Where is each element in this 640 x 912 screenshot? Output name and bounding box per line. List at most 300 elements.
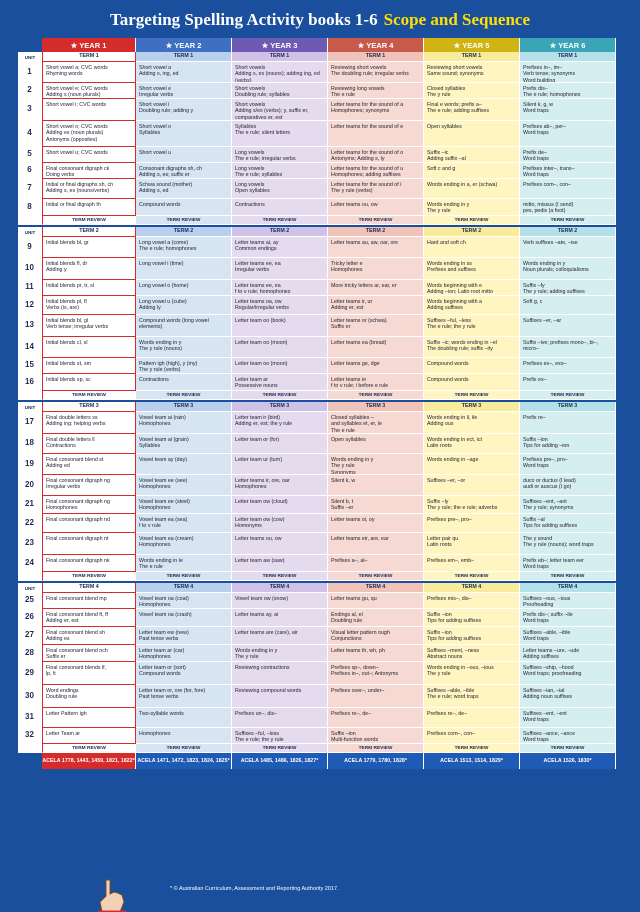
term-review: TERM REVIEW bbox=[328, 744, 424, 753]
unit-cell: Final consonant digraph nt bbox=[42, 533, 136, 555]
unit-cell: Prefixes com–, con– bbox=[520, 179, 616, 199]
unit-cell: Letter team aw (saw) bbox=[232, 555, 328, 572]
unit-cell: Long vowel i (time) bbox=[136, 258, 232, 280]
review-blank bbox=[18, 216, 42, 225]
unit-number: 16 bbox=[18, 374, 42, 391]
unit-cell: The y sound The y rule (nouns); word traps bbox=[520, 533, 616, 555]
unit-number: 4 bbox=[18, 121, 42, 147]
unit-row bbox=[18, 83, 616, 99]
unit-cell: Endings al, el Doubling rule bbox=[328, 609, 424, 627]
unit-number: 25 bbox=[18, 593, 42, 609]
unit-row bbox=[18, 258, 616, 280]
unit-cell: Letter teams for the sound of o Antonyms; Adding s, ly bbox=[328, 147, 424, 163]
unit-row bbox=[18, 593, 616, 609]
unit-cell: Short vowels Doubling rule; syllables bbox=[232, 83, 328, 99]
unit-cell: Suffix –ion Tips for adding suffixes bbox=[424, 627, 520, 645]
term-review: TERM REVIEW bbox=[136, 391, 232, 400]
unit-cell: Suffix –ive; prefixes mono–, bi–, micro– bbox=[520, 337, 616, 358]
unit-cell: Letter teams ay, ai bbox=[232, 609, 328, 627]
unit-row bbox=[18, 99, 616, 121]
unit-cell: Suffix –fy The y rule; adding suffixes bbox=[520, 280, 616, 296]
unit-cell: Letter teams ge, dge bbox=[328, 358, 424, 374]
term-review: TERM REVIEW bbox=[232, 216, 328, 225]
unit-row bbox=[18, 434, 616, 454]
unit-cell: Letter teams ea (bread) bbox=[328, 337, 424, 358]
unit-cell: Short vowels Adding s, es (nouns); adding ing, ed (verbs) bbox=[232, 62, 328, 83]
unit-cell: Words ending in il, ile Adding ous bbox=[424, 412, 520, 434]
acela-codes: ACELA 1485, 1486, 1826, 1827* bbox=[232, 753, 328, 769]
unit-cell: Suffix –al Tips for adding suffixes bbox=[520, 514, 616, 533]
term-header-row bbox=[18, 402, 616, 412]
unit-number: 11 bbox=[18, 280, 42, 296]
unit-cell: Suffixes –ent, –ent Word traps bbox=[520, 708, 616, 728]
term-review: TERM REVIEW bbox=[424, 391, 520, 400]
term-review: TERM REVIEW bbox=[136, 572, 232, 581]
term-header: TERM 2 bbox=[520, 227, 616, 237]
unit-cell: Letter teams for the sound of e bbox=[328, 121, 424, 147]
unit-cell: Letter teams ee, ea f to v rule; homophones bbox=[232, 280, 328, 296]
unit-cell: Letter team oo (moon) bbox=[232, 358, 328, 374]
unit-cell: Word endings Doubling rule bbox=[42, 685, 136, 708]
unit-cell: Reviewing long vowels The e rule bbox=[328, 83, 424, 99]
unit-cell: Final consonant digraph ng Irregular verbs bbox=[42, 475, 136, 496]
year-header: ★ YEAR 3 bbox=[232, 38, 328, 52]
unit-cell: Letter teams ie f to v rule; i before e rule bbox=[328, 374, 424, 391]
unit-row bbox=[18, 496, 616, 514]
title-main: Targeting Spelling Activity books 1-6 bbox=[109, 10, 378, 29]
unit-cell: Consonant digraphs sh, ch Adding s, es; suffix er bbox=[136, 163, 232, 179]
unit-cell: Soft g, c bbox=[520, 296, 616, 315]
unit-cell: Letter teams th, wh, ph bbox=[328, 645, 424, 662]
scope-grid bbox=[18, 38, 616, 769]
term-review: TERM REVIEW bbox=[42, 572, 136, 581]
unit-row bbox=[18, 514, 616, 533]
unit-cell: Letter teams are (care), air bbox=[232, 627, 328, 645]
unit-cell: Prefixes re–, de– bbox=[328, 708, 424, 728]
term-review: TERM REVIEW bbox=[520, 572, 616, 581]
unit-number: 27 bbox=[18, 627, 42, 645]
unit-cell: Prefixes ab–, per– Word traps bbox=[520, 121, 616, 147]
term-review: TERM REVIEW bbox=[136, 216, 232, 225]
unit-cell: Prefixes inter–, trans– Word traps bbox=[520, 163, 616, 179]
unit-cell: Short vowel i; CVC words bbox=[42, 99, 136, 121]
unit-cell: Suffixes –ous, –ious Proofreading bbox=[520, 593, 616, 609]
unit-row bbox=[18, 374, 616, 391]
unit-row bbox=[18, 412, 616, 434]
unit-row bbox=[18, 62, 616, 83]
unit-cell: Words ending in y Noun plurals; colloquialisms bbox=[520, 258, 616, 280]
unit-cell: Prefixes a–, al– bbox=[328, 555, 424, 572]
copyright-footer: * © Australian Curriculum, Assessment and Reporting Authority 2017. bbox=[170, 886, 339, 892]
unit-cell: Initial blends cl, sl bbox=[42, 337, 136, 358]
unit-row bbox=[18, 147, 616, 163]
unit-cell: Compound words bbox=[136, 199, 232, 216]
unit-number: 3 bbox=[18, 99, 42, 121]
unit-row bbox=[18, 662, 616, 685]
term-review: TERM REVIEW bbox=[520, 744, 616, 753]
unit-cell: Letter team or (sort) Compound words bbox=[136, 662, 232, 685]
unit-cell: Vowel team oa (crash) bbox=[136, 609, 232, 627]
unit-cell: Words ending in a, er (schwa) bbox=[424, 179, 520, 199]
term-header: TERM 1 bbox=[424, 52, 520, 62]
unit-number: 8 bbox=[18, 199, 42, 216]
unit-cell: Initial blends fl, dr Adding y bbox=[42, 258, 136, 280]
unit-cell: Silent k, g, w Word traps bbox=[520, 99, 616, 121]
unit-cell: Words ending in ss Prefixes and suffixes bbox=[424, 258, 520, 280]
unit-number: 2 bbox=[18, 83, 42, 99]
year-header: ★ YEAR 2 bbox=[136, 38, 232, 52]
term-header: TERM 3 bbox=[42, 402, 136, 412]
unit-cell: Letter team oo (moon) bbox=[232, 337, 328, 358]
unit-cell: Letter teams ir, ur Adding er, est bbox=[328, 296, 424, 315]
unit-cell: Final consonant blend nch Suffix er bbox=[42, 645, 136, 662]
unit-cell: Final consonant blend st Adding ed bbox=[42, 454, 136, 475]
unit-cell: Letter teams ir, ore, oar Homophones bbox=[232, 475, 328, 496]
unit-row bbox=[18, 296, 616, 315]
unit-cell: Suffix –ic Adding suffix –al bbox=[424, 147, 520, 163]
unit-cell: Contractions bbox=[232, 199, 328, 216]
term-review: TERM REVIEW bbox=[328, 216, 424, 225]
unit-cell: Long vowels The e rule; irregular verbs bbox=[232, 147, 328, 163]
unit-row bbox=[18, 555, 616, 572]
unit-row bbox=[18, 627, 616, 645]
term-header-row bbox=[18, 227, 616, 237]
unit-cell: Prefixes pre–, pro– Word traps bbox=[520, 454, 616, 475]
unit-cell: Prefixes sp–, down– Prefixes in–, out–; Antonyms bbox=[328, 662, 424, 685]
unit-number: 17 bbox=[18, 412, 42, 434]
term-header: TERM 2 bbox=[328, 227, 424, 237]
unit-cell: Homophones bbox=[136, 728, 232, 744]
unit-cell: Initial blends bl, gl Verb tense; irregular verbs bbox=[42, 315, 136, 337]
unit-row bbox=[18, 533, 616, 555]
year-header: ★ YEAR 4 bbox=[328, 38, 424, 52]
unit-number: 6 bbox=[18, 163, 42, 179]
unit-cell: Soft c and g bbox=[424, 163, 520, 179]
unit-cell: Letter team ur (turn) bbox=[232, 454, 328, 475]
unit-label: UNIT bbox=[18, 583, 42, 593]
unit-cell: Letter teams ou, ow bbox=[232, 533, 328, 555]
unit-number: 21 bbox=[18, 496, 42, 514]
unit-cell: Letter teams ou, ow bbox=[328, 199, 424, 216]
unit-cell: Prefix re– bbox=[520, 412, 616, 434]
unit-row bbox=[18, 454, 616, 475]
unit-cell: Final e words; prefix a– The e rule; adding suffixes bbox=[424, 99, 520, 121]
unit-cell: Letter teams oi, oy bbox=[328, 514, 424, 533]
unit-number: 13 bbox=[18, 315, 42, 337]
term-review: TERM REVIEW bbox=[520, 391, 616, 400]
unit-cell: Letter teams for the sound of u Homophones; adding suffixes bbox=[328, 163, 424, 179]
unit-cell: Letter teams ai, ay Common endings bbox=[232, 237, 328, 258]
unit-cell: Prefix dis–; suffix –ile Word traps bbox=[520, 609, 616, 627]
unit-number: 22 bbox=[18, 514, 42, 533]
unit-row bbox=[18, 728, 616, 744]
unit-row bbox=[18, 199, 616, 216]
unit-cell: Closed syllables – and syllables et, er, le The e rule bbox=[328, 412, 424, 434]
unit-cell: Suffixes –able, –ible Word traps bbox=[520, 627, 616, 645]
term-header: TERM 3 bbox=[520, 402, 616, 412]
unit-cell: Vowel team ea (cream) Homophones bbox=[136, 533, 232, 555]
unit-number: 5 bbox=[18, 147, 42, 163]
unit-cell: Words ending in y The y rule bbox=[424, 199, 520, 216]
acela-codes: ACELA 1471, 1472, 1823, 1824, 1825* bbox=[136, 753, 232, 769]
unit-cell: Letter team ar (car) Homophones bbox=[136, 645, 232, 662]
unit-cell: Closed syllables The y rule bbox=[424, 83, 520, 99]
unit-cell: Final consonant digraph nd bbox=[42, 514, 136, 533]
term-header: TERM 4 bbox=[424, 583, 520, 593]
unit-cell: Letter team ew (new) Past tense verbs bbox=[136, 627, 232, 645]
unit-number: 24 bbox=[18, 555, 42, 572]
unit-label: UNIT bbox=[18, 402, 42, 412]
unit-cell: Letter teams –ure, –ude Adding suffixes bbox=[520, 645, 616, 662]
unit-cell: Initial blends bl, gr bbox=[42, 237, 136, 258]
unit-number: 26 bbox=[18, 609, 42, 627]
term-header: TERM 4 bbox=[232, 583, 328, 593]
term-review-row bbox=[18, 216, 616, 225]
unit-cell: Short vowel a Adding s, ing, ed bbox=[136, 62, 232, 83]
unit-cell: Two-syllable words bbox=[136, 708, 232, 728]
unit-cell: Schwa sound (mother) Adding s, ed bbox=[136, 179, 232, 199]
unit-number: 23 bbox=[18, 533, 42, 555]
unit-cell: Silent k, w bbox=[328, 475, 424, 496]
unit-cell: Letter team ar Possessive nouns bbox=[232, 374, 328, 391]
unit-cell: Letter team ow (cloud) bbox=[232, 496, 328, 514]
unit-row bbox=[18, 358, 616, 374]
unit-cell: Suffixes –er, –or bbox=[424, 475, 520, 496]
unit-number: 32 bbox=[18, 728, 42, 744]
unit-cell: Words ending in ect, ict Latin roots bbox=[424, 434, 520, 454]
unit-cell: Suffixes –er, –ar bbox=[520, 315, 616, 337]
term-header: TERM 3 bbox=[424, 402, 520, 412]
term-header: TERM 1 bbox=[232, 52, 328, 62]
unit-cell: Initial blends pr, tr, sl bbox=[42, 280, 136, 296]
term-header: TERM 3 bbox=[232, 402, 328, 412]
unit-cell: More tricky letters ar, ear, er bbox=[328, 280, 424, 296]
unit-number: 20 bbox=[18, 475, 42, 496]
unit-cell: Prefixes un–, dis– bbox=[232, 708, 328, 728]
unit-cell: Words ending in –ous, –ious The y rule bbox=[424, 662, 520, 685]
pointing-hand-icon bbox=[92, 872, 132, 912]
unit-cell: Letter teams oa, ow Regular/irregular verbs bbox=[232, 296, 328, 315]
unit-row bbox=[18, 315, 616, 337]
unit-cell: Open syllables bbox=[328, 434, 424, 454]
unit-cell: Reviewing compound words bbox=[232, 685, 328, 708]
year-header: ★ YEAR 5 bbox=[424, 38, 520, 52]
term-header: TERM 3 bbox=[136, 402, 232, 412]
term-review: TERM REVIEW bbox=[328, 572, 424, 581]
term-review: TERM REVIEW bbox=[42, 391, 136, 400]
unit-cell: Silent b, t Suffix –er bbox=[328, 496, 424, 514]
unit-cell: Prefix ex– bbox=[520, 374, 616, 391]
unit-cell: Reviewing short vowels The doubling rule; irregular verbs bbox=[328, 62, 424, 83]
unit-cell: Long vowel o (home) bbox=[136, 280, 232, 296]
unit-number: 18 bbox=[18, 434, 42, 454]
unit-cell: Suffixes –ship, –hood Word traps; proofreading bbox=[520, 662, 616, 685]
unit-cell: Final consonant blends lf, lp, lt bbox=[42, 662, 136, 685]
unit-cell: Letter Team ar bbox=[42, 728, 136, 744]
term-review: TERM REVIEW bbox=[232, 391, 328, 400]
unit-row bbox=[18, 179, 616, 199]
unit-cell: Letter teams au, aw, oar, ore bbox=[328, 237, 424, 258]
unit-cell: Prefixes pre–, pro– bbox=[424, 514, 520, 533]
acela-codes: ACELA 1778, 1443, 1459, 1821, 1822* bbox=[42, 753, 136, 769]
term-header: TERM 4 bbox=[136, 583, 232, 593]
unit-cell: Vowel team ay (day) bbox=[136, 454, 232, 475]
unit-cell: Prefix de– Word traps bbox=[520, 147, 616, 163]
unit-cell: Suffixes –ian, –ial Adding noun suffixes bbox=[520, 685, 616, 708]
unit-cell: Words ending in le The e rule bbox=[136, 555, 232, 572]
unit-cell: Suffix –ion Tips for adding suffixes bbox=[424, 609, 520, 627]
year-header-row bbox=[18, 38, 616, 52]
unit-cell: Final consonant digraph nk bbox=[42, 555, 136, 572]
unit-cell: Short vowel e Irregular verbs bbox=[136, 83, 232, 99]
unit-label: UNIT bbox=[18, 227, 42, 237]
unit-cell: Letter teams ee, ea Irregular verbs bbox=[232, 258, 328, 280]
unit-cell: Suffix –ion Multi-function words bbox=[328, 728, 424, 744]
unit-cell: Tricky letter e Homophones bbox=[328, 258, 424, 280]
term-header: TERM 2 bbox=[232, 227, 328, 237]
unit-cell: Final consonant blend sh Adding es bbox=[42, 627, 136, 645]
header-corner bbox=[18, 38, 42, 52]
unit-cell: Short vowels Adding s/es (verbs); y, suffix er, comparatives er, est bbox=[232, 99, 328, 121]
unit-cell: Suffixes –ful, –less The e rule; the y rule bbox=[424, 315, 520, 337]
unit-cell: Syllables The e rule; silent letters bbox=[232, 121, 328, 147]
unit-number: 29 bbox=[18, 662, 42, 685]
unit-number: 10 bbox=[18, 258, 42, 280]
term-header: TERM 1 bbox=[520, 52, 616, 62]
unit-cell: Suffixes –ful, –less The e rule; the y rule bbox=[232, 728, 328, 744]
unit-cell: Suffixes –able, –ible The e rule; word traps bbox=[424, 685, 520, 708]
term-header-row bbox=[18, 52, 616, 62]
unit-row bbox=[18, 163, 616, 179]
unit-cell: Vowel team ai (rain) Homophones bbox=[136, 412, 232, 434]
acela-row bbox=[18, 753, 616, 769]
unit-row bbox=[18, 708, 616, 728]
unit-cell: Compound words (long vowel elements) bbox=[136, 315, 232, 337]
unit-row bbox=[18, 280, 616, 296]
unit-row bbox=[18, 237, 616, 258]
unit-cell: Verb suffixes –ate, –ise bbox=[520, 237, 616, 258]
unit-cell: Letter team ir (bird) Adding er, est; the y rule bbox=[232, 412, 328, 434]
term-header: TERM 1 bbox=[136, 52, 232, 62]
title-sub: Scope and Sequence bbox=[383, 10, 531, 29]
unit-cell: Letter team or, ore (for, fore) Past tense verbs bbox=[136, 685, 232, 708]
unit-cell: Prefixes re–, de– bbox=[424, 708, 520, 728]
unit-cell: Letter teams for the sound of i The y rule (verbs) bbox=[328, 179, 424, 199]
unit-cell: Words ending in y The y rule (nouns) bbox=[136, 337, 232, 358]
unit-cell: Letter teams eir, are, ear bbox=[328, 533, 424, 555]
unit-row bbox=[18, 337, 616, 358]
unit-number: 19 bbox=[18, 454, 42, 475]
unit-cell: Letter teams gu, qu bbox=[328, 593, 424, 609]
term-header: TERM 1 bbox=[42, 52, 136, 62]
unit-cell: Letter teams or (schwa) Suffix er bbox=[328, 315, 424, 337]
unit-cell: Letter pair qu Latin roots bbox=[424, 533, 520, 555]
unit-cell: Hard and soft ch bbox=[424, 237, 520, 258]
unit-cell: Initial or final digraphs sh, ch Adding s, es (nouns/verbs) bbox=[42, 179, 136, 199]
unit-cell: Reviewing contractions bbox=[232, 662, 328, 685]
unit-cell: Words ending in y The y rule Synonyms bbox=[328, 454, 424, 475]
unit-cell: Short vowel i Doubling rule; adding y bbox=[136, 99, 232, 121]
unit-cell: Final double letters ll Contractions bbox=[42, 434, 136, 454]
unit-number: 31 bbox=[18, 708, 42, 728]
term-header-row bbox=[18, 583, 616, 593]
unit-cell: Short vowel u bbox=[136, 147, 232, 163]
unit-cell: mitto, missus (I send) pes, pedis (a foot) bbox=[520, 199, 616, 216]
unit-cell: Prefix eb–; letter team eer Word traps bbox=[520, 555, 616, 572]
term-review: TERM REVIEW bbox=[424, 572, 520, 581]
unit-cell: Vowel team ai (grain) Syllables bbox=[136, 434, 232, 454]
term-review-row bbox=[18, 744, 616, 753]
unit-cell: Letter team or (for) bbox=[232, 434, 328, 454]
unit-number: 30 bbox=[18, 685, 42, 708]
unit-cell: Prefixes ex–, exo– bbox=[520, 358, 616, 374]
term-review: TERM REVIEW bbox=[424, 744, 520, 753]
unit-cell: Long vowels The e rule; syllables bbox=[232, 163, 328, 179]
term-review: TERM REVIEW bbox=[42, 744, 136, 753]
acela-blank bbox=[18, 753, 42, 769]
unit-label: UNIT bbox=[18, 52, 42, 62]
unit-cell: Short vowel e; CVC words Adding s (noun plurals) bbox=[42, 83, 136, 99]
term-review: TERM REVIEW bbox=[42, 216, 136, 225]
unit-number: 12 bbox=[18, 296, 42, 315]
unit-cell: Letter Pattern igh bbox=[42, 708, 136, 728]
unit-cell: Suffix –ion Tips for adding –ion bbox=[520, 434, 616, 454]
unit-cell: Compound words bbox=[424, 358, 520, 374]
term-header: TERM 2 bbox=[42, 227, 136, 237]
unit-cell: Prefixes com–, con– bbox=[424, 728, 520, 744]
unit-cell: Long vowel u (cube) Adding ly bbox=[136, 296, 232, 315]
unit-cell: Initial blends st, sm bbox=[42, 358, 136, 374]
unit-cell: Suffixes –ment, –ness Abstract nouns bbox=[424, 645, 520, 662]
unit-row bbox=[18, 121, 616, 147]
term-header: TERM 4 bbox=[520, 583, 616, 593]
unit-cell: Suffix –ly The y rule; the e rule; adverbs bbox=[424, 496, 520, 514]
term-review-row bbox=[18, 391, 616, 400]
unit-cell: Words ending in –age bbox=[424, 454, 520, 475]
review-blank bbox=[18, 572, 42, 581]
unit-cell: duco or ductus (I lead) audi or auscus (I go) bbox=[520, 475, 616, 496]
unit-cell: Vowel team ea (sea) f to v rule bbox=[136, 514, 232, 533]
unit-cell: Contractions bbox=[136, 374, 232, 391]
term-review: TERM REVIEW bbox=[520, 216, 616, 225]
unit-cell: Long vowel a (come) The e rule; homophones bbox=[136, 237, 232, 258]
term-review: TERM REVIEW bbox=[232, 744, 328, 753]
unit-row bbox=[18, 685, 616, 708]
unit-number: 9 bbox=[18, 237, 42, 258]
term-header: TERM 2 bbox=[424, 227, 520, 237]
term-header: TERM 4 bbox=[42, 583, 136, 593]
term-review-row bbox=[18, 572, 616, 581]
unit-cell: Prefixes over–, under– bbox=[328, 685, 424, 708]
unit-cell: Visual letter pattern ough Conjunctions bbox=[328, 627, 424, 645]
unit-cell: Final consonant digraph ng Homophones bbox=[42, 496, 136, 514]
acela-codes: ACELA 1779, 1780, 1828* bbox=[328, 753, 424, 769]
term-review: TERM REVIEW bbox=[424, 216, 520, 225]
unit-row bbox=[18, 609, 616, 627]
unit-cell: Reviewing short vowels Same sound; synonyms bbox=[424, 62, 520, 83]
term-header: TERM 1 bbox=[328, 52, 424, 62]
unit-cell: Vowel team ow (snow) bbox=[232, 593, 328, 609]
unit-cell: Vowel team ee (steel) Homophones bbox=[136, 496, 232, 514]
term-review: TERM REVIEW bbox=[232, 572, 328, 581]
unit-cell: Letter teams for the sound of a Homophones; synonyms bbox=[328, 99, 424, 121]
unit-cell: Prefixes mis–, dis– bbox=[424, 593, 520, 609]
unit-cell: Long vowels Open syllables bbox=[232, 179, 328, 199]
review-blank bbox=[18, 391, 42, 400]
unit-cell: Words beginning with a Adding suffixes bbox=[424, 296, 520, 315]
unit-cell: Suffixes –ance, –ance Word traps bbox=[520, 728, 616, 744]
unit-cell: Initial or final digraph th bbox=[42, 199, 136, 216]
